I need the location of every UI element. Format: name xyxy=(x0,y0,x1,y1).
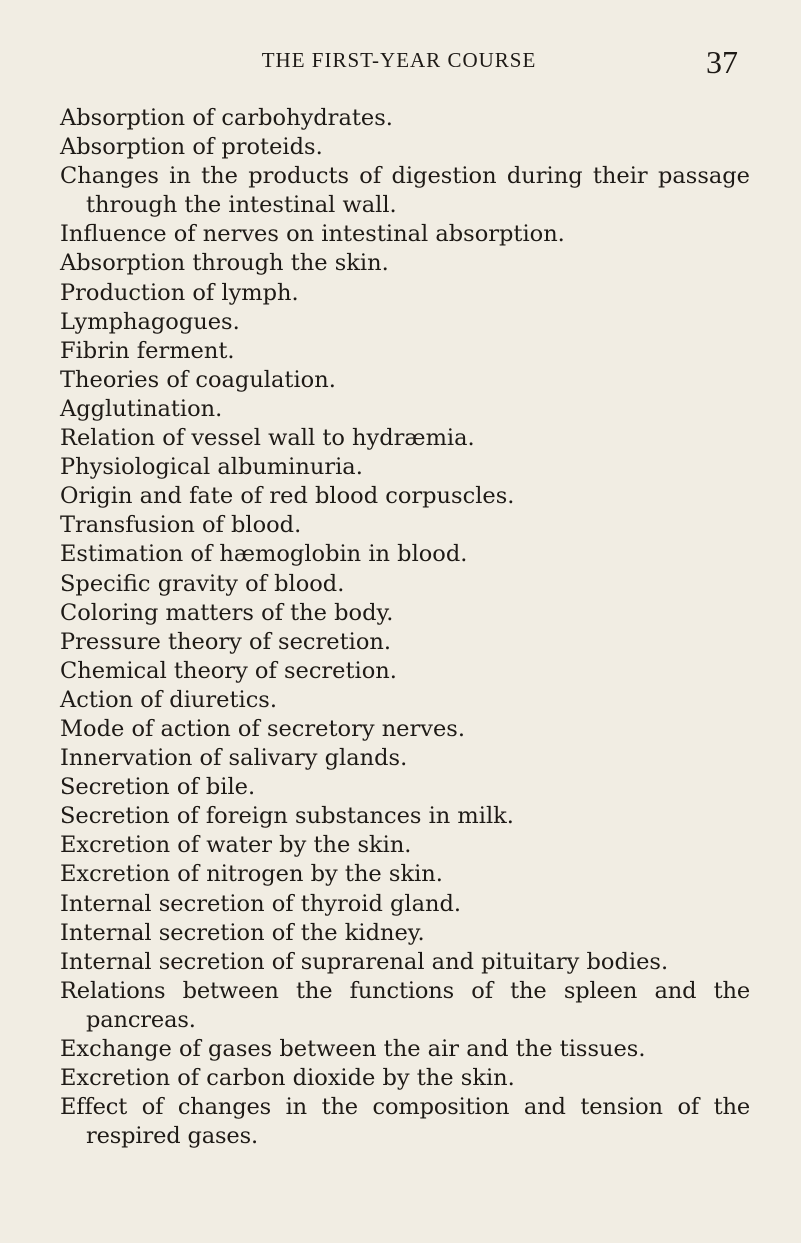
topic-item: Physiological albuminuria. xyxy=(60,454,363,481)
topic-item: Secretion of foreign substances in milk. xyxy=(60,803,514,830)
topic-item: Theories of coagulation. xyxy=(60,366,336,393)
topic-item: Absorption of carbohydrates. xyxy=(60,105,393,131)
topic-item: Excretion of nitrogen by the skin. xyxy=(60,861,443,888)
topic-item: Fibrin ferment. xyxy=(60,337,235,364)
topic-item: Absorption of proteids. xyxy=(60,134,323,161)
topic-item: Production of lymph. xyxy=(60,279,299,306)
topic-item: Specific gravity of blood. xyxy=(60,570,345,597)
topic-item: Lymphagogues. xyxy=(60,308,240,335)
topic-item: Coloring matters of the body. xyxy=(60,599,394,626)
topic-item: Effect of changes in the composition and tension of the respired gases. xyxy=(60,1094,750,1150)
topic-item: Chemical theory of secretion. xyxy=(60,657,397,684)
topic-item: Action of diuretics. xyxy=(60,686,278,713)
topic-item: Secretion of bile. xyxy=(60,774,256,801)
topic-item: Relations between the functions of the spleen and the pancreas. xyxy=(60,977,750,1033)
topic-item: Absorption through the skin. xyxy=(60,250,389,277)
topic-list xyxy=(60,104,750,1151)
topic-item: Estimation of hæmoglobin in blood. xyxy=(60,541,468,568)
topic-item: Excretion of water by the skin. xyxy=(60,832,412,859)
topic-item: Relation of vessel wall to hydræmia. xyxy=(60,425,475,452)
topic-item: Excretion of carbon dioxide by the skin. xyxy=(60,1065,515,1092)
topic-item: Agglutination. xyxy=(60,395,223,422)
topic-item: Pressure theory of secretion. xyxy=(60,628,392,655)
topic-item: Internal secretion of thyroid gland. xyxy=(60,890,462,917)
topic-item: Changes in the products of digestion during their passage through the intestinal wall. xyxy=(60,163,750,219)
topic-item: Mode of action of secretory nerves. xyxy=(60,715,465,742)
page-number: 37 xyxy=(706,44,738,80)
topic-item: Exchange of gases between the air and the tissues. xyxy=(60,1036,646,1062)
topic-item: Internal secretion of the kidney. xyxy=(60,919,425,946)
topic-item: Innervation of salivary glands. xyxy=(60,745,408,772)
topic-item: Influence of nerves on intestinal absorption. xyxy=(60,221,565,248)
topic-item: Transfusion of blood. xyxy=(60,512,302,539)
topic-item: Origin and fate of red blood corpuscles. xyxy=(60,483,515,510)
running-title: THE FIRST-YEAR COURSE xyxy=(261,48,537,72)
running-head xyxy=(60,44,738,84)
topic-item: Internal secretion of suprarenal and pituitary bodies. xyxy=(60,948,669,975)
